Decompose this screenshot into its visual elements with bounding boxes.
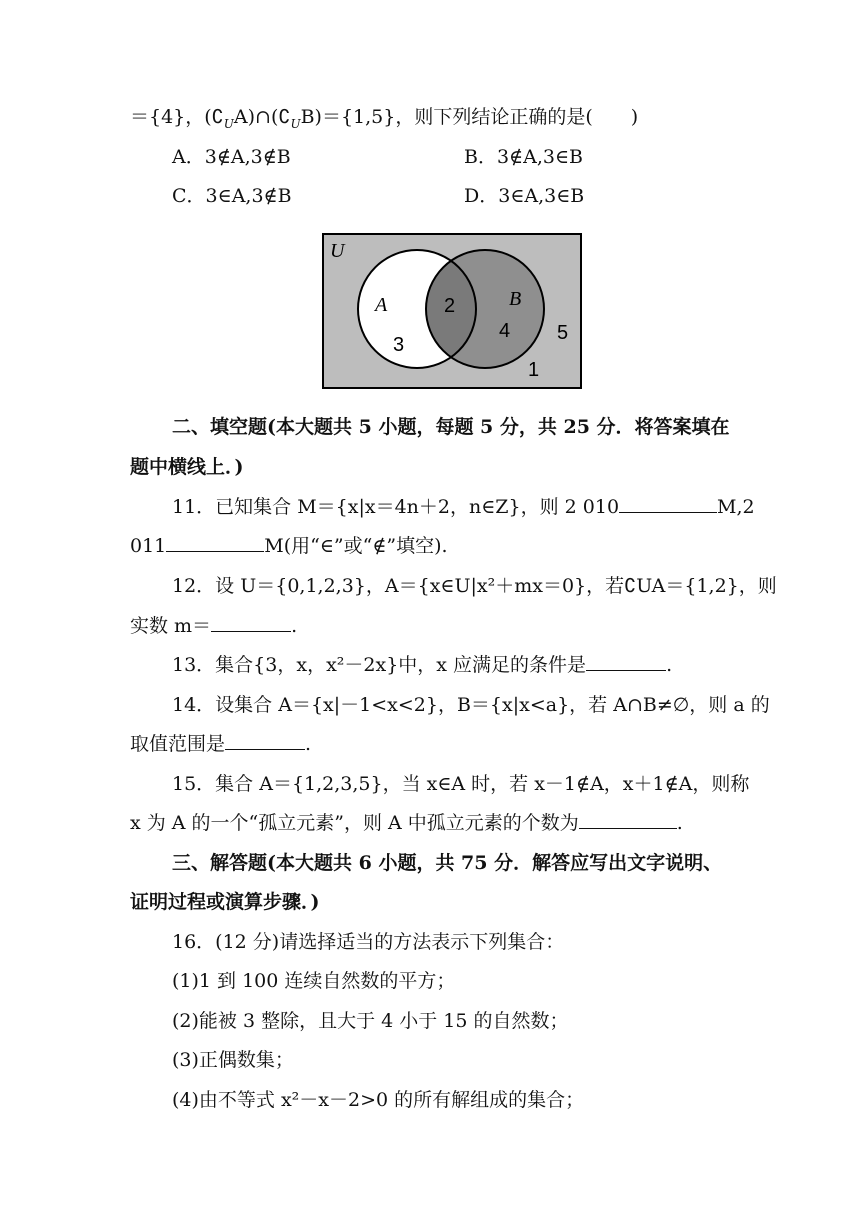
q10-stem-part: B)＝{1,5}，则下列结论正确的是( )	[300, 106, 639, 128]
q12-text: 实数 m＝	[130, 615, 212, 637]
q13-line	[172, 652, 672, 678]
q12-line2	[130, 613, 297, 639]
q16-item-3: (3)正偶数集；	[172, 1049, 294, 1071]
q10-option-d	[464, 183, 584, 209]
q11-line2	[130, 533, 448, 559]
q15-answer-blank[interactable]	[579, 810, 677, 829]
section2-heading: 二、填空题(本大题共 5 小题，每题 5 分，共 25 分．将答案填在	[172, 416, 730, 438]
q11-text: M,2	[717, 496, 755, 518]
option-text: 3∈A,3∉B	[205, 185, 292, 207]
option-label: A．	[172, 146, 205, 168]
q13-answer-blank[interactable]	[586, 652, 666, 671]
q15-line2	[130, 810, 683, 836]
q11-text: M(用“∈”或“∉”填空).	[264, 535, 448, 557]
q10-option-c	[172, 183, 292, 209]
set-b-label: B	[509, 288, 522, 310]
q16-item-2: (2)能被 3 整除，且大于 4 小于 15 的自然数；	[172, 1010, 569, 1032]
q11-answer-blank-1[interactable]	[619, 494, 717, 513]
q11-answer-blank-2[interactable]	[166, 533, 264, 552]
q12-answer-blank[interactable]	[211, 613, 291, 632]
q11-text: 011	[130, 535, 167, 557]
q11-line1	[172, 494, 755, 520]
q15-line1: 15．集合 A＝{1,2,3,5}，当 x∈A 时，若 x－1∉A，x＋1∉A，则称	[172, 773, 750, 795]
q10-sub-u: U	[223, 116, 234, 131]
q14-line2	[130, 731, 311, 757]
q11-text: 11．已知集合 M＝{x|x＝4n＋2，n∈Z}，则 2 010	[172, 496, 620, 518]
option-label: D．	[464, 185, 499, 207]
option-text: 3∉A,3∈B	[496, 146, 583, 168]
region-intersection: 2	[444, 295, 456, 317]
option-label: C．	[172, 185, 206, 207]
q14-text: .	[305, 733, 312, 755]
q10-stem-part: A)∩(∁	[233, 106, 291, 128]
q15-text: .	[676, 812, 683, 834]
q14-text: 取值范围是	[130, 733, 226, 755]
q12-text: .	[291, 615, 298, 637]
option-text: 3∈A,3∈B	[498, 185, 585, 207]
q16-stem: 16．(12 分)请选择适当的方法表示下列集合：	[172, 931, 565, 953]
section2-heading-cont: 题中横线上．)	[130, 456, 244, 478]
q10-stem	[130, 104, 638, 137]
set-a-label: A	[375, 294, 388, 316]
option-text: 3∉A,3∉B	[204, 146, 291, 168]
q10-option-a	[172, 144, 291, 170]
q16-item-4: (4)由不等式 x²－x－2>0 的所有解组成的集合；	[172, 1089, 585, 1111]
q10-sub-u: U	[290, 116, 301, 131]
q14-line1: 14．设集合 A＝{x|－1<x<2}，B＝{x|x<a}，若 A∩B≠∅，则 a 的	[172, 694, 770, 716]
q14-answer-blank[interactable]	[225, 731, 305, 750]
region-outside-5: 5	[557, 322, 569, 344]
region-outside-1: 1	[528, 359, 540, 381]
q15-text: x 为 A 的一个“孤立元素”，则 A 中孤立元素的个数为	[130, 812, 579, 834]
section3-heading-cont: 证明过程或演算步骤．)	[130, 891, 320, 913]
region-only-b: 4	[499, 320, 511, 342]
q10-stem-part: ＝{4}，(∁	[130, 106, 224, 128]
option-label: B．	[464, 146, 497, 168]
section3-heading: 三、解答题(本大题共 6 小题，共 75 分．解答应写出文字说明、	[172, 852, 723, 874]
q13-text: .	[666, 654, 673, 676]
q13-text: 13．集合{3，x，x²－2x}中，x 应满足的条件是	[172, 654, 587, 676]
universe-label: U	[330, 240, 345, 262]
q12-line1: 12．设 U＝{0,1,2,3}，A＝{x∈U|x²＋mx＝0}，若∁UA＝{1,2}，则	[172, 575, 777, 597]
q16-item-1: (1)1 到 100 连续自然数的平方；	[172, 970, 456, 992]
region-only-a: 3	[393, 334, 405, 356]
q10-option-b	[464, 144, 583, 170]
venn-diagram	[322, 233, 582, 389]
